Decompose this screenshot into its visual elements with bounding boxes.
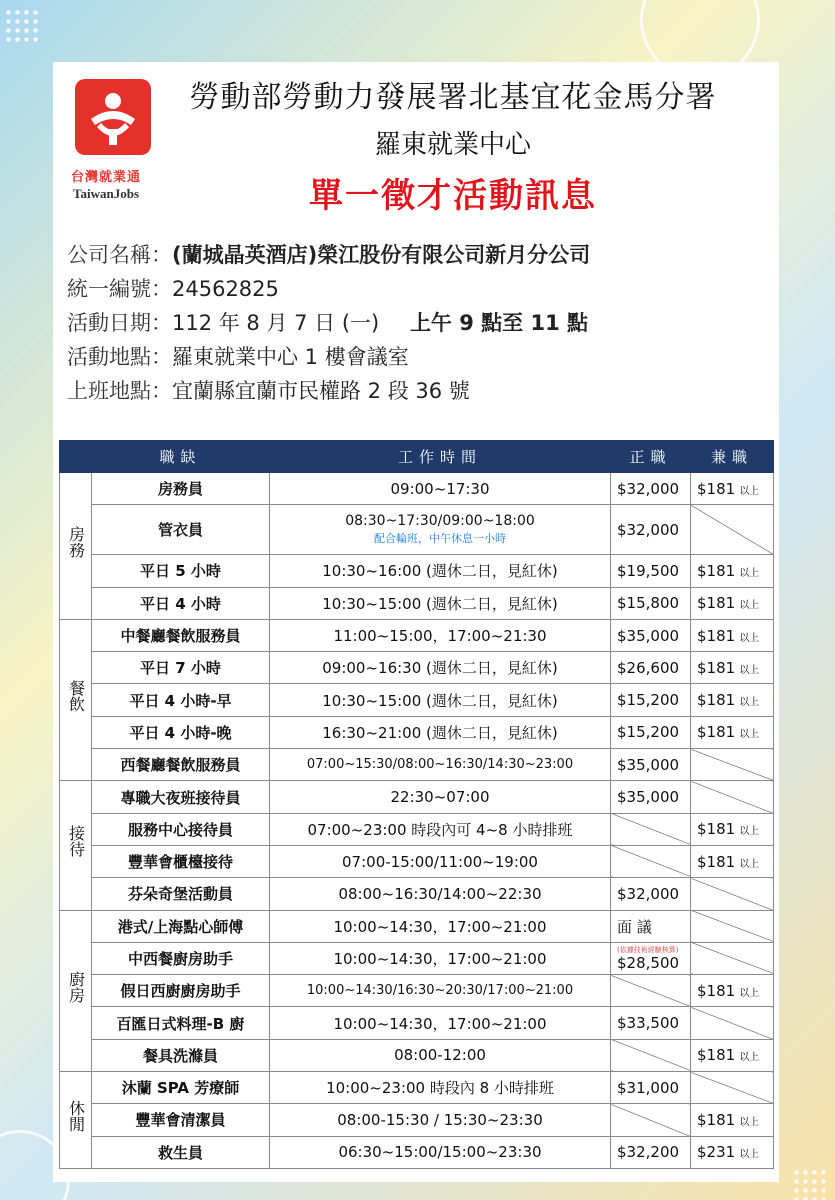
work-time-cell bbox=[270, 749, 611, 781]
work-time-text: 07:00~23:00 時段內可 4~8 小時排班 bbox=[307, 820, 573, 839]
logo-mark-icon bbox=[75, 79, 151, 155]
work-time-text: 11:00~15:00，17:00~21:30 bbox=[333, 627, 547, 646]
work-time-note: 配合輪班，中午休息一小時 bbox=[374, 532, 506, 546]
date-row bbox=[67, 306, 767, 340]
part-time-wage: $181 bbox=[697, 723, 736, 742]
position-cell: 豐華會櫃檯接待 bbox=[92, 845, 270, 877]
full-time-salary-cell bbox=[611, 684, 691, 716]
venue-row bbox=[67, 340, 767, 374]
work-time-text: 07:00-15:00/11:00~19:00 bbox=[342, 852, 538, 871]
venue-label: 活動地點： bbox=[67, 345, 172, 369]
full-time-salary: 面 議 bbox=[617, 917, 652, 936]
header-category bbox=[60, 441, 92, 473]
part-time-wage-cell bbox=[691, 942, 774, 974]
part-time-wage-cell bbox=[691, 505, 774, 555]
table-row bbox=[60, 1136, 774, 1168]
position-cell: 房務員 bbox=[92, 473, 270, 505]
full-time-salary-cell bbox=[611, 813, 691, 845]
part-time-wage: $181 bbox=[697, 852, 736, 871]
wage-unit: 以上 bbox=[739, 858, 760, 870]
category-cell bbox=[60, 473, 92, 620]
table-row bbox=[60, 942, 774, 974]
full-time-salary-cell bbox=[611, 781, 691, 813]
position-cell: 沐蘭 SPA 芳療師 bbox=[92, 1072, 270, 1104]
full-time-salary-cell bbox=[611, 652, 691, 684]
part-time-wage: $181 bbox=[697, 981, 736, 1000]
taxid-row bbox=[67, 272, 767, 306]
part-time-wage: $181 bbox=[697, 626, 736, 645]
part-time-wage-cell bbox=[691, 781, 774, 813]
date-label: 活動日期： bbox=[67, 311, 172, 335]
part-time-wage-cell bbox=[691, 619, 774, 651]
full-time-salary-cell bbox=[611, 1039, 691, 1071]
decorative-dots bbox=[4, 8, 40, 44]
full-time-salary: $15,200 bbox=[617, 723, 680, 742]
work-time-cell bbox=[270, 505, 611, 555]
position-cell: 平日 7 小時 bbox=[92, 652, 270, 684]
work-time-cell bbox=[270, 716, 611, 748]
organization-name: 勞動部勞動力發展署北基宜花金馬分署 bbox=[189, 80, 717, 115]
position-cell: 百匯日式料理-B 廚 bbox=[92, 1007, 270, 1039]
full-time-salary-cell bbox=[611, 878, 691, 910]
work-time-text: 10:30~15:00 (週休二日，見紅休) bbox=[322, 691, 558, 710]
poster-header bbox=[53, 62, 779, 222]
wage-unit: 以上 bbox=[739, 729, 760, 741]
work-time-text: 08:30~17:30/09:00~18:00 bbox=[345, 513, 535, 530]
full-time-salary-cell bbox=[611, 942, 691, 974]
employment-center: 羅東就業中心 bbox=[374, 130, 531, 160]
part-time-wage: $181 bbox=[697, 1046, 736, 1065]
work-time-cell bbox=[270, 652, 611, 684]
part-time-wage: $181 bbox=[697, 691, 736, 710]
part-time-wage-cell bbox=[691, 1007, 774, 1039]
full-time-salary-cell bbox=[611, 975, 691, 1007]
table-row bbox=[60, 716, 774, 748]
wage-unit: 以上 bbox=[739, 600, 760, 612]
table-row bbox=[60, 587, 774, 619]
company-row bbox=[67, 238, 767, 272]
full-time-salary-cell bbox=[611, 845, 691, 877]
full-time-salary: $33,500 bbox=[617, 1014, 680, 1033]
full-time-salary: $26,600 bbox=[617, 658, 680, 677]
table-row bbox=[60, 652, 774, 684]
company-label: 公司名稱： bbox=[67, 243, 172, 267]
category-label: 房務 bbox=[66, 525, 86, 558]
table-header-row bbox=[60, 441, 774, 473]
full-time-salary: $15,800 bbox=[617, 594, 680, 613]
position-cell: 服務中心接待員 bbox=[92, 813, 270, 845]
taiwanjobs-logo bbox=[75, 79, 151, 155]
full-time-salary: $35,000 bbox=[617, 626, 680, 645]
taxid-value: 24562825 bbox=[172, 277, 279, 301]
part-time-wage: $181 bbox=[697, 820, 736, 839]
work-location-row bbox=[67, 374, 767, 408]
part-time-wage-cell bbox=[691, 813, 774, 845]
wage-unit: 以上 bbox=[739, 632, 760, 644]
table-row bbox=[60, 845, 774, 877]
work-time-text: 07:00~15:30/08:00~16:30/14:30~23:00 bbox=[306, 757, 574, 773]
part-time-wage-cell bbox=[691, 1104, 774, 1136]
part-time-wage-cell bbox=[691, 684, 774, 716]
header-position: 職缺 bbox=[92, 441, 270, 473]
work-time-cell bbox=[270, 1039, 611, 1071]
full-time-salary: $31,000 bbox=[617, 1078, 680, 1097]
part-time-wage: $181 bbox=[697, 561, 736, 580]
position-cell: 豐華會清潔員 bbox=[92, 1104, 270, 1136]
part-time-wage: $181 bbox=[697, 594, 736, 613]
position-cell: 平日 4 小時-晚 bbox=[92, 716, 270, 748]
part-time-wage: $181 bbox=[697, 1110, 736, 1129]
full-time-salary-cell bbox=[611, 1136, 691, 1168]
company-name: (蘭城晶英酒店)榮江股份有限公司新月分公司 bbox=[172, 243, 591, 267]
part-time-wage-cell bbox=[691, 878, 774, 910]
full-time-salary-cell bbox=[611, 505, 691, 555]
decorative-dots bbox=[792, 1168, 828, 1200]
full-time-salary-cell bbox=[611, 1072, 691, 1104]
table-row bbox=[60, 1007, 774, 1039]
wage-unit: 以上 bbox=[739, 1149, 760, 1161]
full-time-salary: $19,500 bbox=[617, 561, 680, 580]
part-time-wage-cell bbox=[691, 587, 774, 619]
category-cell bbox=[60, 619, 92, 780]
category-cell bbox=[60, 781, 92, 910]
full-time-salary-cell bbox=[611, 473, 691, 505]
part-time-wage: $181 bbox=[697, 658, 736, 677]
table-row bbox=[60, 505, 774, 555]
venue-value: 羅東就業中心 1 樓會議室 bbox=[172, 345, 409, 369]
work-time-text: 08:00-15:30 / 15:30~23:30 bbox=[337, 1110, 543, 1129]
work-time-text: 22:30~07:00 bbox=[390, 788, 490, 807]
work-location-label: 上班地點： bbox=[67, 379, 172, 403]
position-cell: 專職大夜班接待員 bbox=[92, 781, 270, 813]
work-time-text: 08:00~16:30/14:00~22:30 bbox=[338, 884, 542, 903]
position-cell: 管衣員 bbox=[92, 505, 270, 555]
work-time-cell bbox=[270, 1136, 611, 1168]
header-part-time: 兼職 bbox=[691, 441, 774, 473]
full-time-salary-cell bbox=[611, 910, 691, 942]
work-time-text: 10:00~14:30/16:30~20:30/17:00~21:00 bbox=[306, 983, 574, 999]
position-cell: 餐具洗滌員 bbox=[92, 1039, 270, 1071]
work-time-cell bbox=[270, 813, 611, 845]
table-row bbox=[60, 684, 774, 716]
wage-unit: 以上 bbox=[739, 1052, 760, 1064]
work-time-text: 06:30~15:00/15:00~23:30 bbox=[338, 1143, 542, 1162]
work-time-text: 10:30~16:00 (週休二日，見紅休) bbox=[322, 562, 558, 581]
part-time-wage-cell bbox=[691, 975, 774, 1007]
salary-note: (依據技術經驗核算) bbox=[617, 945, 679, 954]
part-time-wage-cell bbox=[691, 652, 774, 684]
category-label: 接待 bbox=[66, 825, 86, 858]
full-time-salary-cell bbox=[611, 555, 691, 587]
part-time-wage-cell bbox=[691, 845, 774, 877]
part-time-wage-cell bbox=[691, 749, 774, 781]
category-label: 休閒 bbox=[66, 1099, 86, 1132]
full-time-salary-cell bbox=[611, 749, 691, 781]
position-cell: 假日西廚廚房助手 bbox=[92, 975, 270, 1007]
table-row bbox=[60, 1072, 774, 1104]
work-time-text: 08:00-12:00 bbox=[394, 1046, 486, 1065]
full-time-salary: $32,000 bbox=[617, 520, 680, 539]
full-time-salary-cell bbox=[611, 1104, 691, 1136]
table-row bbox=[60, 975, 774, 1007]
position-cell: 平日 4 小時-早 bbox=[92, 684, 270, 716]
part-time-wage-cell bbox=[691, 473, 774, 505]
work-time-cell bbox=[270, 1104, 611, 1136]
work-time-cell bbox=[270, 1007, 611, 1039]
table-row bbox=[60, 1039, 774, 1071]
event-info bbox=[67, 238, 767, 408]
work-time-text: 16:30~21:00 (週休二日，見紅休) bbox=[322, 723, 558, 742]
work-time-text: 09:00~17:30 bbox=[390, 479, 490, 498]
table-row bbox=[60, 555, 774, 587]
logo-text-zh: 台灣就業通 bbox=[71, 170, 142, 185]
table-row bbox=[60, 473, 774, 505]
position-cell: 中西餐廚房助手 bbox=[92, 942, 270, 974]
work-time-cell bbox=[270, 781, 611, 813]
category-cell bbox=[60, 910, 92, 1071]
position-cell: 平日 5 小時 bbox=[92, 555, 270, 587]
table-row bbox=[60, 619, 774, 651]
wage-unit: 以上 bbox=[739, 485, 760, 497]
full-time-salary: $32,000 bbox=[617, 884, 680, 903]
category-cell bbox=[60, 1072, 92, 1169]
full-time-salary: $35,000 bbox=[617, 755, 680, 774]
position-cell: 港式/上海點心師傅 bbox=[92, 910, 270, 942]
part-time-wage-cell bbox=[691, 716, 774, 748]
part-time-wage-cell bbox=[691, 1136, 774, 1168]
date-value: 112 年 8 月 7 日 (一) bbox=[172, 311, 380, 335]
category-label: 餐飲 bbox=[66, 680, 86, 713]
category-label: 廚房 bbox=[66, 970, 86, 1003]
work-time-cell bbox=[270, 878, 611, 910]
part-time-wage-cell bbox=[691, 910, 774, 942]
part-time-wage-cell bbox=[691, 555, 774, 587]
position-cell: 平日 4 小時 bbox=[92, 587, 270, 619]
work-time-text: 10:00~14:30，17:00~21:00 bbox=[333, 917, 547, 936]
table-row bbox=[60, 749, 774, 781]
wage-unit: 以上 bbox=[739, 664, 760, 676]
work-time-cell bbox=[270, 555, 611, 587]
table-row bbox=[60, 813, 774, 845]
work-time-cell bbox=[270, 910, 611, 942]
position-cell: 西餐廳餐飲服務員 bbox=[92, 749, 270, 781]
position-cell: 救生員 bbox=[92, 1136, 270, 1168]
work-time-text: 10:30~15:00 (週休二日，見紅休) bbox=[322, 594, 558, 613]
part-time-wage: $231 bbox=[697, 1143, 736, 1162]
part-time-wage-cell bbox=[691, 1072, 774, 1104]
taxid-label: 統一編號： bbox=[67, 277, 172, 301]
full-time-salary-cell bbox=[611, 587, 691, 619]
header-full-time: 正職 bbox=[611, 441, 691, 473]
full-time-salary: $32,000 bbox=[617, 479, 680, 498]
table-row bbox=[60, 878, 774, 910]
page-title: 單一徵才活動訊息 bbox=[309, 176, 597, 216]
work-location-value: 宜蘭縣宜蘭市民權路 2 段 36 號 bbox=[172, 379, 470, 403]
work-time-cell bbox=[270, 587, 611, 619]
full-time-salary: $15,200 bbox=[617, 691, 680, 710]
wage-unit: 以上 bbox=[739, 1116, 760, 1128]
work-time-cell bbox=[270, 942, 611, 974]
work-time-text: 10:00~14:30，17:00~21:00 bbox=[333, 1014, 547, 1033]
work-time-text: 10:00~14:30，17:00~21:00 bbox=[333, 950, 547, 968]
work-time-text: 10:00~23:00 時段內 8 小時排班 bbox=[326, 1079, 554, 1098]
full-time-salary-cell bbox=[611, 1007, 691, 1039]
jobs-table bbox=[59, 440, 774, 1169]
full-time-salary-cell bbox=[611, 716, 691, 748]
work-time-cell bbox=[270, 1072, 611, 1104]
work-time-cell bbox=[270, 684, 611, 716]
poster-panel bbox=[53, 62, 779, 1182]
position-cell: 芬朵奇堡活動員 bbox=[92, 878, 270, 910]
header-work-time: 工作時間 bbox=[270, 441, 611, 473]
full-time-salary-cell bbox=[611, 619, 691, 651]
work-time-text: 09:00~16:30 (週休二日，見紅休) bbox=[322, 659, 558, 678]
work-time-cell bbox=[270, 619, 611, 651]
work-time-cell bbox=[270, 975, 611, 1007]
logo-text-en: TaiwanJobs bbox=[73, 186, 139, 201]
wage-unit: 以上 bbox=[739, 826, 760, 838]
time-value: 上午 9 點至 11 點 bbox=[409, 311, 589, 335]
wage-unit: 以上 bbox=[739, 567, 760, 579]
full-time-salary: $28,500 bbox=[617, 953, 680, 972]
wage-unit: 以上 bbox=[739, 697, 760, 709]
wage-unit: 以上 bbox=[739, 987, 760, 999]
table-row bbox=[60, 781, 774, 813]
full-time-salary: $32,200 bbox=[617, 1143, 680, 1162]
work-time-cell bbox=[270, 845, 611, 877]
table-row bbox=[60, 1104, 774, 1136]
work-time-cell bbox=[270, 473, 611, 505]
table-row bbox=[60, 910, 774, 942]
part-time-wage: $181 bbox=[697, 479, 736, 498]
position-cell: 中餐廳餐飲服務員 bbox=[92, 619, 270, 651]
part-time-wage-cell bbox=[691, 1039, 774, 1071]
full-time-salary: $35,000 bbox=[617, 788, 680, 807]
